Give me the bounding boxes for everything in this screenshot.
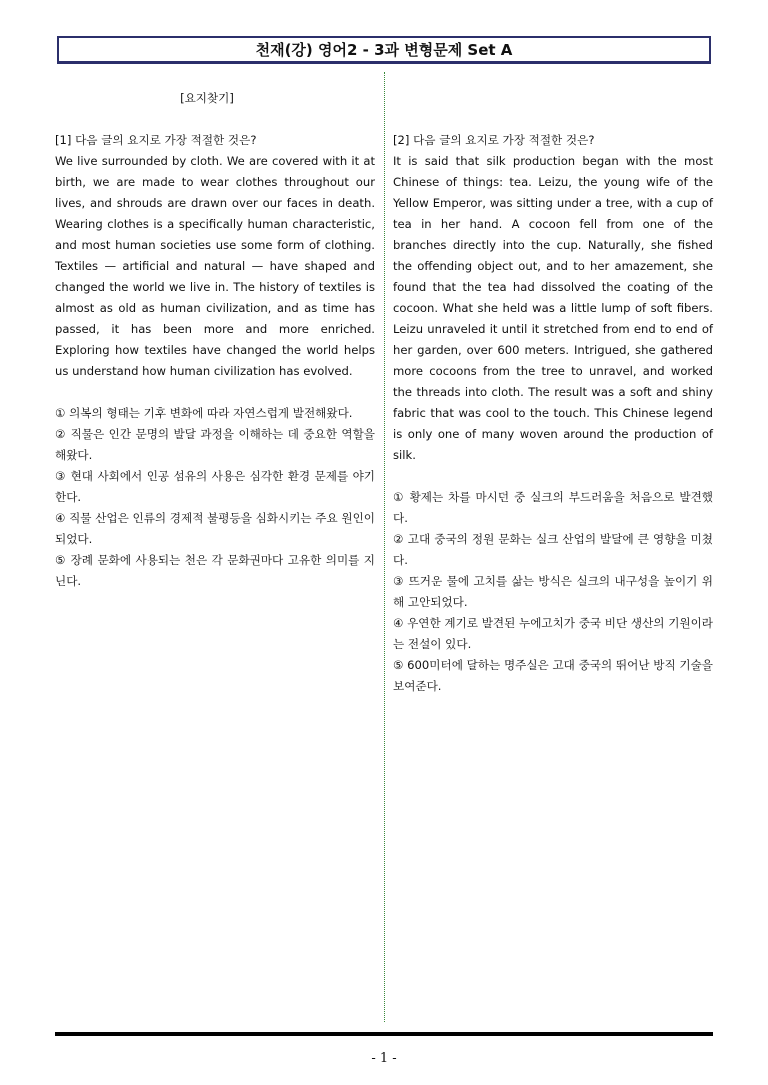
answer-choice[interactable]: ⑤ 장례 문화에 사용되는 천은 각 문화권마다 고유한 의미를 지닌다. [55,553,375,588]
answer-choices [55,403,375,592]
section-label [55,88,375,109]
answer-choice[interactable]: ① 황제는 차를 마시던 중 실크의 부드러움을 처음으로 발견했다. [393,490,713,525]
answer-choice[interactable]: ④ 우연한 계기로 발견된 누에고치가 중국 비단 생산의 기원이라는 전설이 있다. [393,616,713,651]
footer-rule [55,1032,713,1036]
answer-choices [393,487,713,697]
answer-choice[interactable]: ② 고대 중국의 정원 문화는 실크 산업의 발달에 큰 영향을 미쳤다. [393,532,713,567]
question-passage: It is said that silk production began with the most Chinese of things: tea. Leizu, the young wife of the Yellow Emperor, was sitting under a tree, with a cup of tea in her hand. A cocoon fell from one of the branches directly into the cup. Naturally, she fished the offending object out, and to her amazement, she found that the tea had dissolved the coating of the cocoon. What she held was a little lump of soft fibers. Leizu unraveled it until it stretched from end to end of her garden, over 600 meters. Intrigued, she gathered more cocoons from the tree to unravel, and worked the threads into cloth. The result was a soft and shiny fabric that was cool to the touch. This Chinese legend is only one of many woven around the production of silk. [393,154,713,462]
answer-choice[interactable]: ① 의복의 형태는 기후 변화에 따라 자연스럽게 발전해왔다. [55,406,353,420]
answer-choice[interactable]: ③ 뜨거운 물에 고치를 삶는 방식은 실크의 내구성을 높이기 위해 고안되었다. [393,574,713,609]
question-1 [55,130,375,592]
page-number: - 1 - [371,1051,397,1066]
left-column [55,88,375,592]
answer-choice[interactable]: ④ 직물 산업은 인류의 경제적 불평등을 심화시키는 주요 원인이 되었다. [55,511,375,546]
document-title [57,36,711,64]
section-label-text: [요지찾기] [180,91,234,105]
title-text: 천재(강) 영어2 - 3과 변형문제 Set A [255,41,513,59]
answer-choice[interactable]: ③ 현대 사회에서 인공 섬유의 사용은 심각한 환경 문제를 야기한다. [55,469,375,504]
right-column [393,88,713,697]
column-divider [384,72,385,1022]
question-2 [393,130,713,697]
answer-choice[interactable]: ② 직물은 인간 문명의 발달 과정을 이해하는 데 중요한 역할을 해왔다. [55,427,375,462]
question-prompt: [1] 다음 글의 요지로 가장 적절한 것은? [55,133,257,147]
question-prompt: [2] 다음 글의 요지로 가장 적절한 것은? [393,133,595,147]
answer-choice[interactable]: ⑤ 600미터에 달하는 명주실은 고대 중국의 뛰어난 방직 기술을 보여준다. [393,658,713,693]
question-passage: We live surrounded by cloth. We are covered with it at birth, we are made to wear clothes throughout our lives, and shrouds are drawn over our faces in death. Wearing clothes is a specifically human characteristic, and most human societies use some form of clothing. Textiles — artificial and natural — have shaped and changed the world we live in. The history of textiles is almost as old as human civilization, and as time has passed, it has been more and more enriched. Exploring how textiles have changed the world helps us understand how human civilization has evolved. [55,154,375,378]
